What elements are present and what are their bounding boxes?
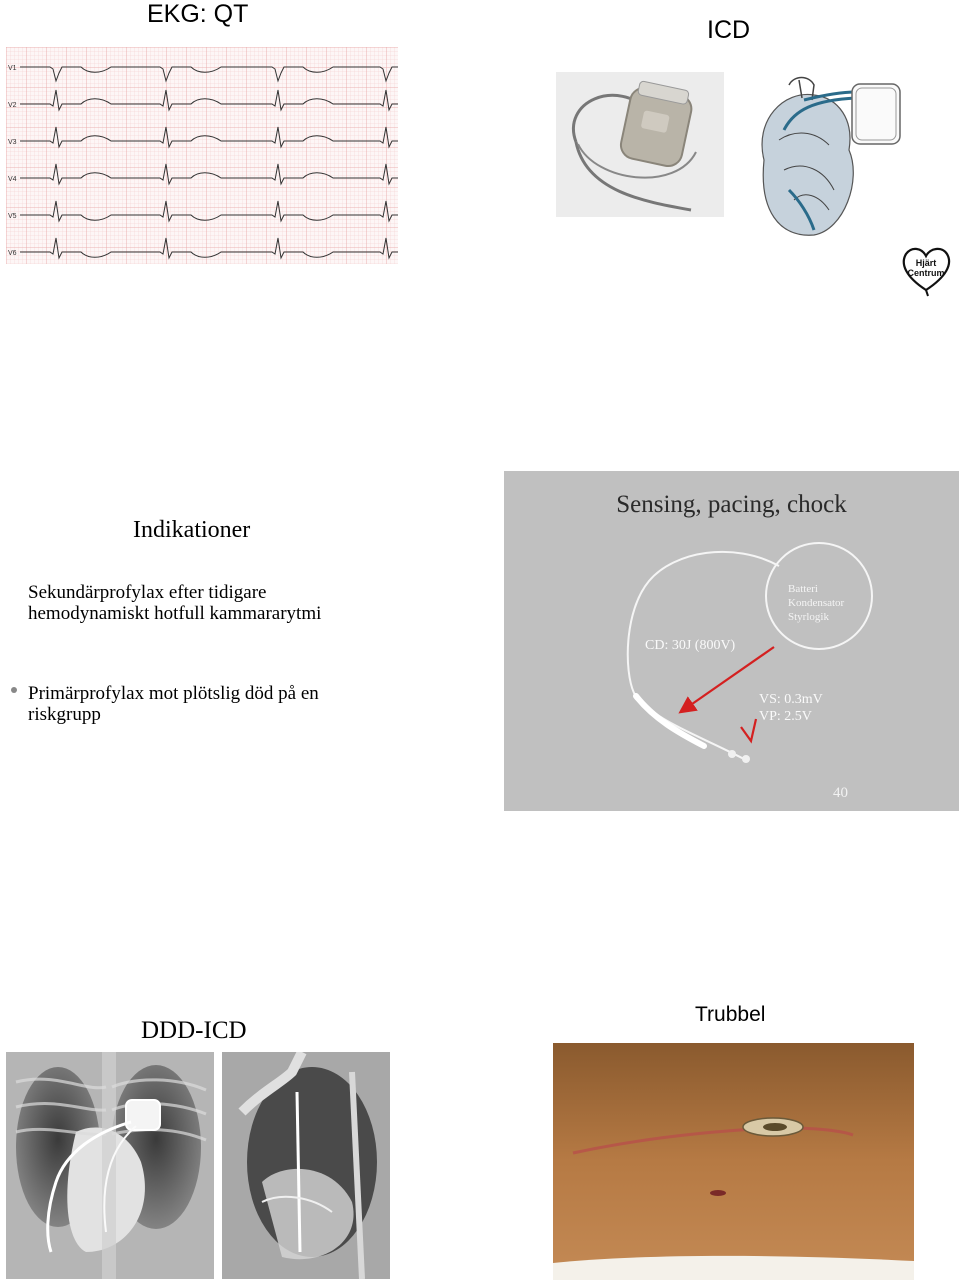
primary-prophylaxis-text: Primärprofylax mot plötslig död på en riskgrupp: [28, 683, 319, 725]
sensing-arrow: [741, 719, 756, 741]
icd-title: ICD: [707, 16, 751, 44]
hjart-centrum-logo: [896, 242, 956, 298]
lead-label: V1: [8, 65, 17, 72]
lead-label: V5: [8, 213, 17, 220]
logo-text: Hjärt: [915, 258, 937, 268]
tip-electrode: [742, 755, 750, 763]
page-number: 40: [833, 785, 848, 801]
secondary-prophylaxis-text: Sekundärprofylax efter tidigare hemodynamiskt hotfull kammararytmi: [28, 582, 322, 624]
heart-with-icd-illustration: [744, 70, 906, 242]
bullet-dot: [11, 687, 17, 693]
sensing-pacing-slide: [504, 471, 959, 811]
slide-title: Sensing, pacing, chock: [616, 491, 847, 518]
lead-label: V2: [8, 102, 17, 109]
logo-text: Centrum: [907, 268, 945, 278]
ekg-qt-title: EKG: QT: [147, 0, 249, 28]
lead-label: V4: [8, 176, 17, 183]
kondensator-label: Kondensator: [788, 597, 845, 609]
styrlogik-label: Styrlogik: [788, 611, 829, 623]
lead-label: V3: [8, 139, 17, 146]
cd-label: CD: 30J (800V): [645, 638, 736, 653]
batteri-label: Batteri: [788, 583, 818, 595]
ddd-icd-title: DDD-ICD: [141, 1017, 247, 1044]
icd-device-photo: [556, 72, 724, 217]
device-erosion-photo: [553, 1043, 914, 1280]
chest-xray-frontal: [6, 1052, 214, 1279]
trubbel-title: Trubbel: [695, 1003, 766, 1026]
lead-wire: [628, 552, 779, 759]
chest-xray-lateral: [222, 1052, 390, 1279]
ring-electrode: [728, 750, 736, 758]
indikationer-title: Indikationer: [133, 517, 251, 543]
ekg-strip-image: [6, 47, 398, 264]
lead-label: V6: [8, 250, 17, 257]
vp-label: VP: 2.5V: [759, 709, 812, 724]
vs-label: VS: 0.3mV: [759, 692, 823, 707]
